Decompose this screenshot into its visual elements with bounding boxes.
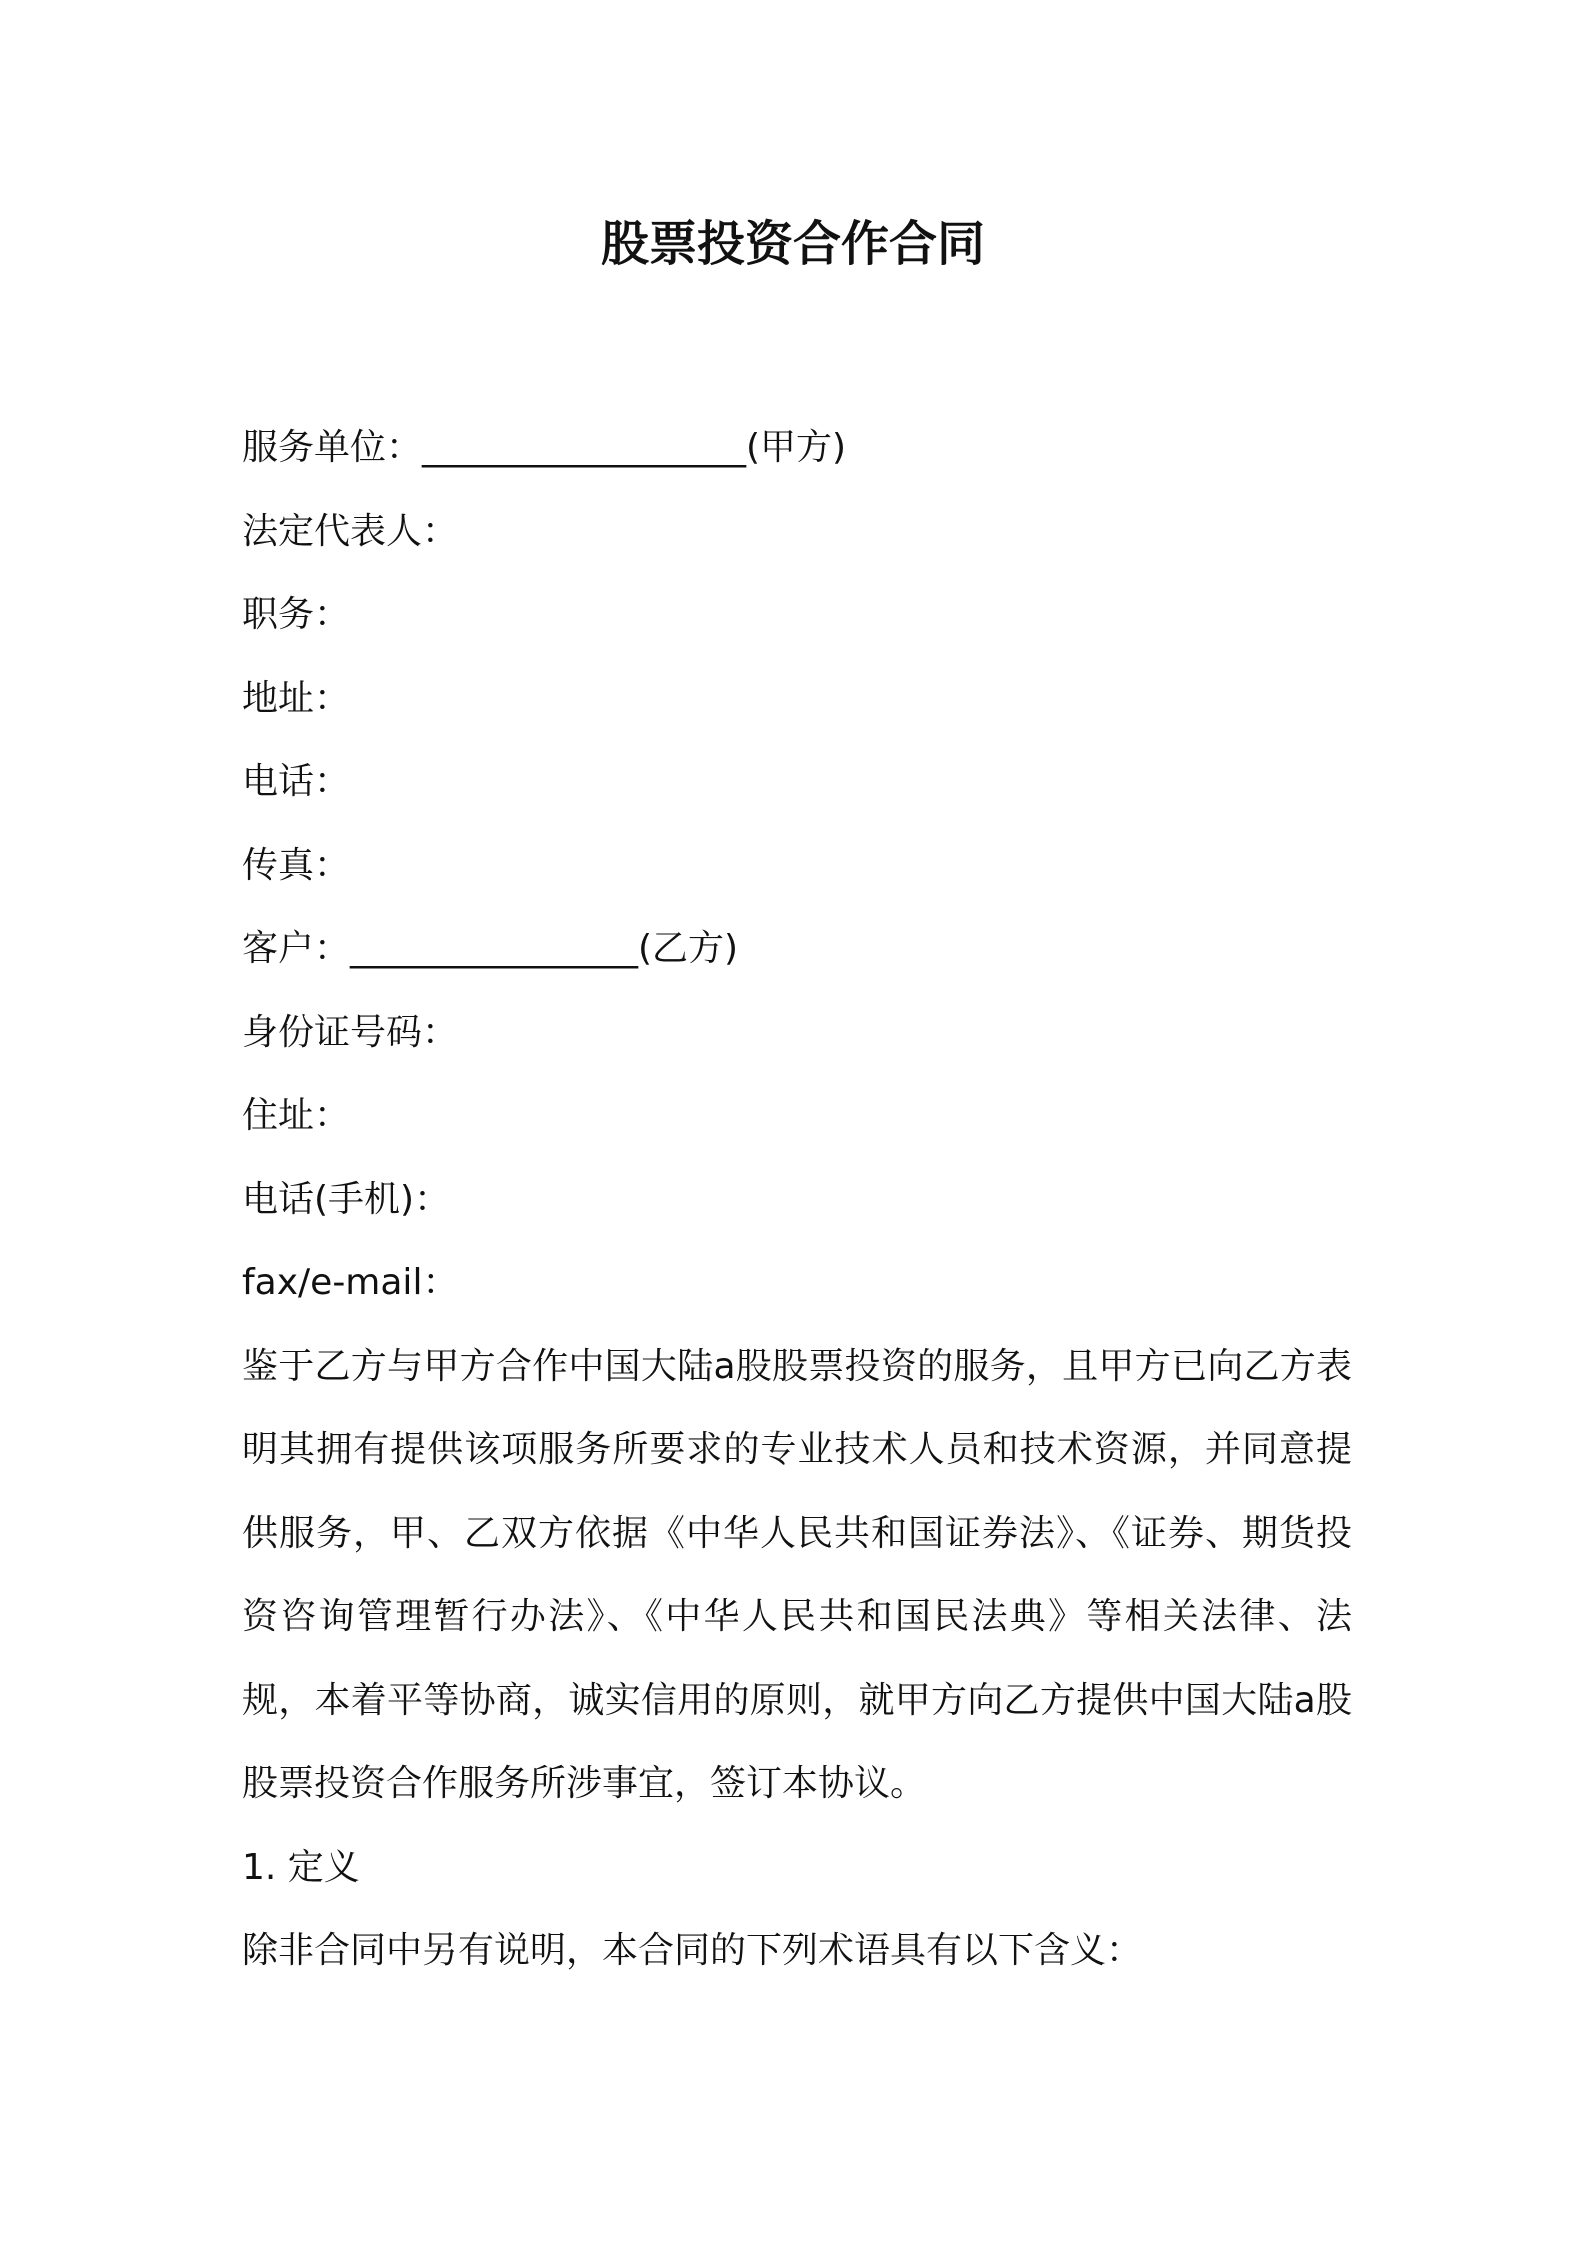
address-line: 地址： bbox=[242, 677, 351, 719]
section1-heading: 1. 定义 bbox=[242, 1846, 360, 1888]
preamble-paragraph: 鉴于乙方与甲方合作中国大陆a股股票投资的服务，且甲方已向乙方表明其拥有提供该项服务所要求的专业技术人员和技术资源，并同意提供服务，甲、乙双方依据《中华人民共和国证券法》、《证券、期货投资咨询管理暂行办法》、《中华人民共和国民法典》等相关法律、法规，本着平等协商，诚实信用的原则，就甲方向乙方提供中国大陆a股股票投资合作服务所涉事宜，签订本协议。 bbox=[242, 1345, 1352, 1804]
client-line: 客户：________________(乙方) bbox=[242, 928, 739, 969]
fax-email-line: fax/e-mail： bbox=[242, 1262, 459, 1303]
legal-rep-line: 法定代表人： bbox=[242, 510, 459, 552]
fax-line: 传真： bbox=[242, 844, 351, 886]
section1-intro: 除非合同中另有说明，本合同的下列术语具有以下含义： bbox=[242, 1930, 1143, 1971]
position-line: 职务： bbox=[242, 594, 351, 635]
service-unit-line: 服务单位：__________________(甲方) bbox=[242, 427, 847, 468]
phone-line: 电话： bbox=[242, 761, 351, 802]
contract-body bbox=[242, 406, 1362, 1993]
mobile-line: 电话(手机)： bbox=[242, 1178, 451, 1220]
residence-line: 住址： bbox=[242, 1095, 351, 1136]
document-title: 股票投资合作合同 bbox=[600, 216, 985, 272]
id-number-line: 身份证号码： bbox=[242, 1011, 459, 1053]
